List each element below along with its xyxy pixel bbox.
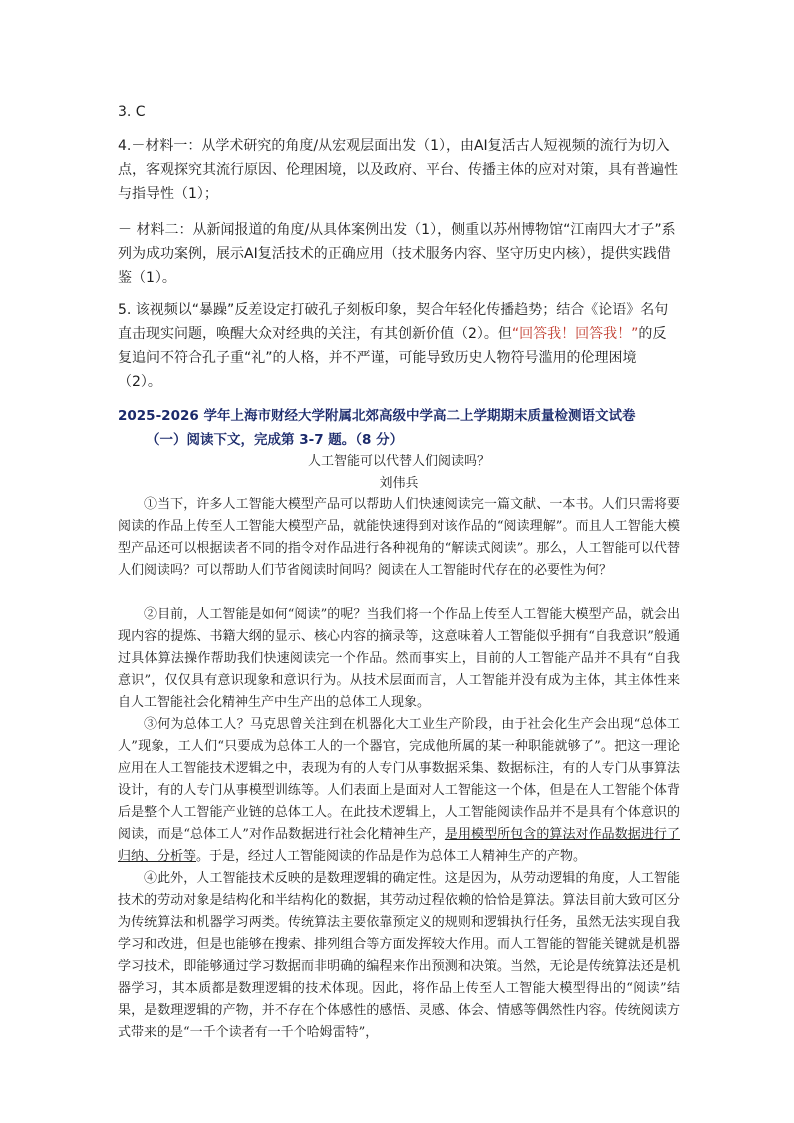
answer-5 — [118, 298, 680, 394]
answer-5-part2: 的反复追问不符合孔子重“礼”的人格，并不严谨，可能导致历史人物符号滥用的伦理困境（2）。 — [118, 326, 667, 390]
answer-3-text: 3. C — [118, 104, 146, 120]
answer-5-text — [118, 298, 680, 394]
article-paragraph-2: ②目前，人工智能是如何“阅读”的呢？当我们将一个作品上传至人工智能大模型产品，就会出现内容的提炼、书籍大纲的显示、核心内容的摘录等，这意味着人工智能似乎拥有“自我意识”般通过具体算法操作帮助我们快速阅读完一个作品。然而事实上，目前的人工智能产品并不具有“自我意识”，仅仅具有意识现象和意识行为。从技术层面而言，人工智能并没有成为主体，其主体性来自人工智能社会化精神生产中生产出的总体工人现象。 — [118, 607, 680, 710]
exam-title: 2025-2026 学年上海市财经大学附属北郊高级中学高二上学期期末质量检测语文试卷 — [118, 408, 636, 424]
article-paragraph-1: ①当下，许多人工智能大模型产品可以帮助人们快速阅读完一篇文献、一本书。人们只需将要阅读的作品上传至人工智能大模型产品，就能快速得到对该作品的“阅读理解”。而且人工智能大模型产品还可以根据读者不同的指令对作品进行各种视角的“解读式阅读”。那么，人工智能可以代替人们阅读吗？可以帮助人们节省阅读时间吗？阅读在人工智能时代存在的必要性为何？ — [118, 497, 680, 578]
answer-3 — [118, 100, 680, 124]
answer-4-material-2 — [118, 218, 680, 290]
answer-4-material-1 — [118, 134, 680, 206]
article-author: 刘伟兵 — [379, 476, 419, 491]
article-paragraph-4: ④此外，人工智能技术反映的是数理逻辑的确定性。这是因为，从劳动逻辑的角度，人工智能技术的劳动对象是结构化和半结构化的数据，其劳动过程依赖的恰恰是算法。算法目前大致可区分为传统算法和机器学习两类。传统算法主要依靠预定义的规则和逻辑执行任务，虽然无法实现自我学习和改进，但是也能够在搜索、排列组合等方面发挥较大作用。而人工智能的智能关键就是机器学习技术，即能够通过学习数据而非明确的编程来作出预测和决策。当然，无论是传统算法还是机器学习，其本质都是数理逻辑的技术体现。因此，将作品上传至人工智能大模型得出的“阅读”结果，是数理逻辑的产物，并不存在个体感性的感悟、灵感、体会、情感等偶然性内容。传统阅读方式带来的是“一千个读者有一千个哈姆雷特”， — [118, 871, 680, 1040]
paragraph-3-after: 。于是，经过人工智能阅读的作品是作为总体工人精神生产的产物。 — [196, 849, 587, 864]
section-heading: （一）阅读下文，完成第 3-7 题。（8 分） — [146, 432, 404, 448]
article-paragraph-3 — [118, 714, 680, 868]
paragraph-3-underlined: 是用模型所包含的算法对作品数据进行了归纳、分析等 — [118, 827, 680, 864]
answer-4-material-2-text: － 材料二：从新闻报道的角度/从具体案例出发（1），侧重以苏州博物馆“江南四大才子”系列为成功案例，展示AI复活技术的正确应用（技术服务内容、坚守历史内核），提供实践借鉴（1）。 — [118, 222, 676, 286]
article-title: 人工智能可以代替人们阅读吗？ — [307, 454, 490, 469]
paragraph-3-before: ③何为总体工人？马克思曾关注到在机器化大工业生产阶段，由于社会化生产会出现“总体工人”现象，工人们“只要成为总体工人的一个器官，完成他所属的某一种职能就够了”。把这一理论应用在人工智能技术逻辑之中，表现为有的人专门从事数据采集、数据标注，有的人专门从事算法设计，有的人专门从事模型训练等。人们表面上是面对人工智能这一个体，但是在人工智能个体背后是整个人工智能产业链的总体工人。在此技术逻辑上，人工智能阅读作品并不是具有个体意识的阅读，而是“总体工人”对作品数据进行社会化精神生产， — [118, 717, 680, 842]
answer-4-material-1-text: 4.－材料一：从学术研究的角度/从宏观层面出发（1），由AI复活古人短视频的流行为切入点，客观探究其流行原因、伦理困境，以及政府、平台、传播主体的应对对策，具有普遍性与指导性（1）； — [118, 138, 678, 202]
answer-5-highlight: “回答我！回答我！” — [511, 326, 639, 342]
answer-5-part1: 5. 该视频以“暴躁”反差设定打破孔子刻板印象，契合年轻化传播趋势；结合《论语》名句直击现实问题，唤醒大众对经典的关注，有其创新价值（2）。但 — [118, 302, 669, 342]
